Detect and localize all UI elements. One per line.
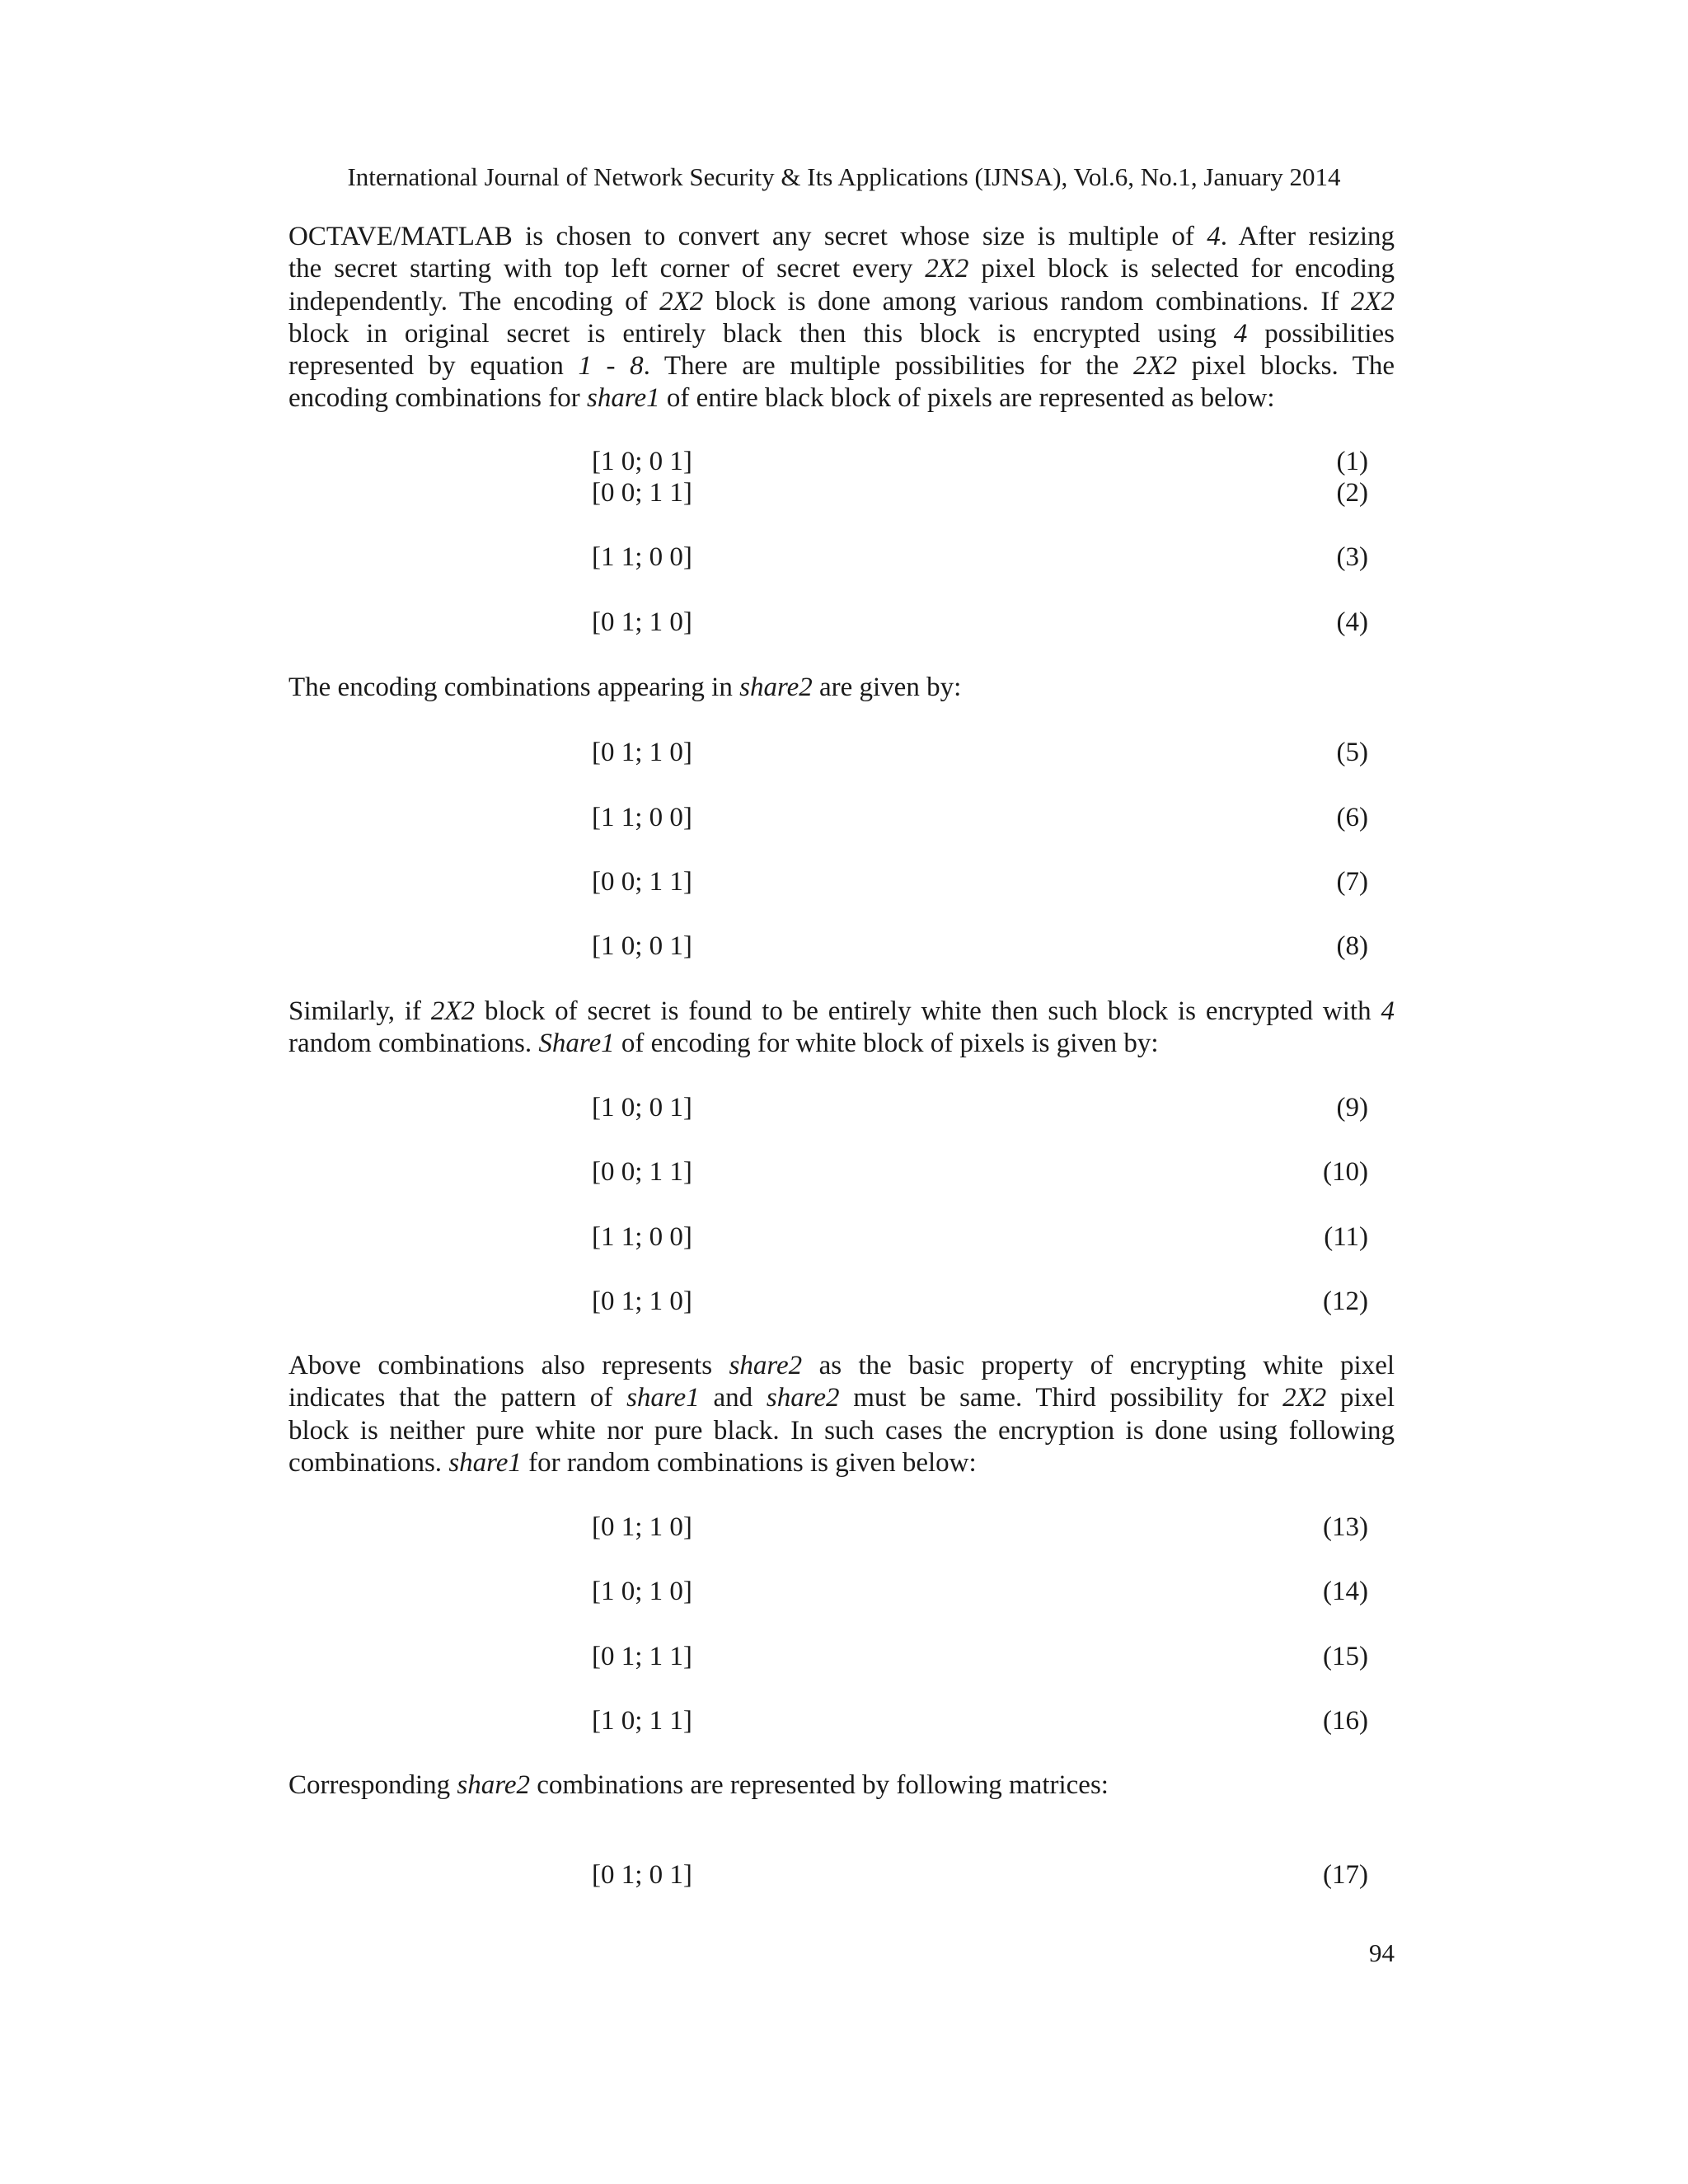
text-run: encoding combinations for: [288, 383, 588, 414]
equation-number: (12): [1323, 1286, 1368, 1316]
text-run: block of secret is found to be entirely white then such block is encrypted with: [475, 996, 1381, 1026]
text-run: of entire black block of pixels are represented as below:: [659, 383, 1275, 414]
equation-number: (15): [1323, 1642, 1368, 1671]
equation: [592, 801, 1368, 834]
matrix-expression: [0 0; 1 1]: [592, 1157, 692, 1187]
matrix-expression: [0 1; 1 0]: [592, 607, 692, 637]
equation-number: (3): [1336, 542, 1368, 572]
paragraph-line: [288, 1769, 1395, 1802]
text-run: The encoding combinations appearing in: [288, 673, 740, 702]
text-run: independently. The encoding of: [288, 286, 660, 316]
equation-number: (16): [1323, 1706, 1368, 1736]
italic-term: Share1: [538, 1029, 615, 1059]
equation-number: (5): [1336, 738, 1368, 767]
text-run: block in original secret is entirely black then this block is encrypted using: [288, 318, 1234, 349]
matrix-expression: [0 1; 0 1]: [592, 1860, 692, 1890]
matrix-expression: [0 0; 1 1]: [592, 478, 692, 508]
text-run: and: [699, 1383, 767, 1413]
italic-term: 4: [1207, 222, 1221, 251]
equation: [592, 1511, 1368, 1544]
italic-term: 2X2: [1132, 351, 1178, 382]
equation-number: (14): [1323, 1577, 1368, 1606]
running-header: International Journal of Network Security & Its Applications (IJNSA), Vol.6, No.1, January 2014: [347, 162, 1341, 191]
matrix-expression: [1 1; 0 0]: [592, 803, 692, 832]
equation: [592, 541, 1368, 574]
matrix-expression: [1 0; 0 1]: [592, 1093, 692, 1122]
text-run: combinations.: [288, 1447, 449, 1478]
italic-term: share1: [587, 383, 660, 414]
matrix-expression: [1 0; 1 1]: [592, 1706, 692, 1736]
text-run: represented by equation: [288, 351, 579, 382]
text-run: the secret starting with top left corner of secret every: [288, 254, 926, 284]
paragraph-line: [288, 382, 1395, 415]
paragraph-share2-random: [288, 1769, 1395, 1802]
equation: [592, 1640, 1368, 1673]
matrix-expression: [1 0; 1 0]: [592, 1577, 692, 1606]
italic-term: 2X2: [925, 254, 969, 284]
text-run: combinations are represented by following matrices:: [530, 1770, 1109, 1800]
matrix-expression: [1 1; 0 0]: [592, 1222, 692, 1252]
italic-term: 2X2: [430, 996, 476, 1026]
italic-term: share2: [766, 1383, 840, 1413]
text-run: block is done among various random combinations. If: [703, 286, 1351, 316]
matrix-expression: [0 1; 1 1]: [592, 1642, 692, 1671]
paragraph-line: [288, 1415, 1395, 1447]
italic-term: 4: [1381, 996, 1395, 1026]
text-run: pixel blocks. The: [1177, 351, 1395, 382]
italic-term: share1: [448, 1447, 522, 1478]
equation: [592, 1221, 1368, 1254]
matrix-expression: [0 1; 1 0]: [592, 1286, 692, 1316]
equation-number: (17): [1323, 1860, 1368, 1890]
italic-term: 2X2: [1282, 1383, 1327, 1413]
equation: [592, 445, 1368, 478]
equation: [592, 736, 1368, 769]
equation-number: (7): [1336, 867, 1368, 897]
text-run: for random combinations is given below:: [521, 1447, 977, 1478]
italic-term: share2: [739, 673, 813, 702]
italic-term: share2: [729, 1351, 803, 1380]
equation: [592, 1091, 1368, 1124]
matrix-expression: [1 0; 0 1]: [592, 447, 692, 476]
paragraph-line: [288, 1382, 1395, 1414]
equation: [592, 476, 1368, 509]
text-run: . After resizing: [1220, 222, 1395, 251]
paragraph-line: [288, 1028, 1395, 1060]
equation-number: (8): [1336, 931, 1368, 961]
text-run: block is neither pure white nor pure black. In such cases the encryption is done using following: [288, 1415, 1395, 1446]
paragraph-white-block: [288, 996, 1395, 1061]
equation-number: (1): [1336, 447, 1368, 476]
text-run: Similarly, if: [288, 996, 431, 1026]
paragraph-line: [288, 350, 1395, 382]
paragraph-line: [288, 1447, 1395, 1479]
equation-number: (13): [1323, 1512, 1368, 1542]
equation-number: (11): [1324, 1222, 1368, 1252]
paragraph-line: [288, 253, 1395, 285]
text-run: indicates that the pattern of: [288, 1383, 627, 1413]
text-run: pixel: [1326, 1383, 1395, 1413]
text-run: Corresponding: [288, 1770, 457, 1800]
italic-term: 4: [1233, 318, 1248, 349]
text-run: must be same. Third possibility for: [839, 1383, 1283, 1413]
matrix-expression: [1 1; 0 0]: [592, 542, 692, 572]
text-run: are given by:: [812, 673, 962, 702]
text-run: OCTAVE/MATLAB is chosen to convert any secret whose size is multiple of: [288, 222, 1207, 251]
equation-number: (6): [1336, 803, 1368, 832]
italic-term: share2: [457, 1770, 531, 1800]
equation-number: (4): [1336, 607, 1368, 637]
paragraph-line: [288, 318, 1395, 350]
equation: [592, 1285, 1368, 1318]
text-run: Above combinations also represents: [288, 1351, 729, 1380]
italic-term: share1: [626, 1383, 700, 1413]
equation: [592, 930, 1368, 963]
text-run: pixel block is selected for encoding: [968, 254, 1395, 284]
text-run: . There are multiple possibilities for the: [643, 351, 1133, 382]
equation: [592, 1155, 1368, 1188]
equation: [592, 1858, 1368, 1891]
page-number: 94: [1369, 1938, 1395, 1967]
paragraph-line: [288, 996, 1395, 1028]
equation-number: (2): [1336, 478, 1368, 508]
italic-term: 2X2: [1350, 286, 1395, 316]
text-run: possibilities: [1247, 318, 1395, 349]
paragraph-random-block: [288, 1350, 1395, 1479]
paragraph-line: [288, 1350, 1395, 1382]
italic-term: 2X2: [659, 286, 704, 316]
equation-number: (10): [1323, 1157, 1368, 1187]
text-run: random combinations.: [288, 1029, 539, 1059]
matrix-expression: [0 1; 1 0]: [592, 738, 692, 767]
matrix-expression: [1 0; 0 1]: [592, 931, 692, 961]
paragraph-encoding-intro: [288, 221, 1395, 415]
paragraph-line: [288, 221, 1395, 253]
paragraph-line: [288, 672, 1395, 704]
equation: [592, 1704, 1368, 1737]
italic-term: 1 - 8: [578, 351, 644, 382]
matrix-expression: [0 0; 1 1]: [592, 867, 692, 897]
equation: [592, 606, 1368, 639]
matrix-expression: [0 1; 1 0]: [592, 1512, 692, 1542]
equation-number: (9): [1336, 1093, 1368, 1122]
equation: [592, 865, 1368, 898]
equation: [592, 1575, 1368, 1608]
text-run: of encoding for white block of pixels is given by:: [614, 1029, 1159, 1059]
paragraph-line: [288, 286, 1395, 318]
text-run: as the basic property of encrypting white pixel: [802, 1351, 1395, 1380]
paragraph-share2-black: [288, 672, 1395, 704]
